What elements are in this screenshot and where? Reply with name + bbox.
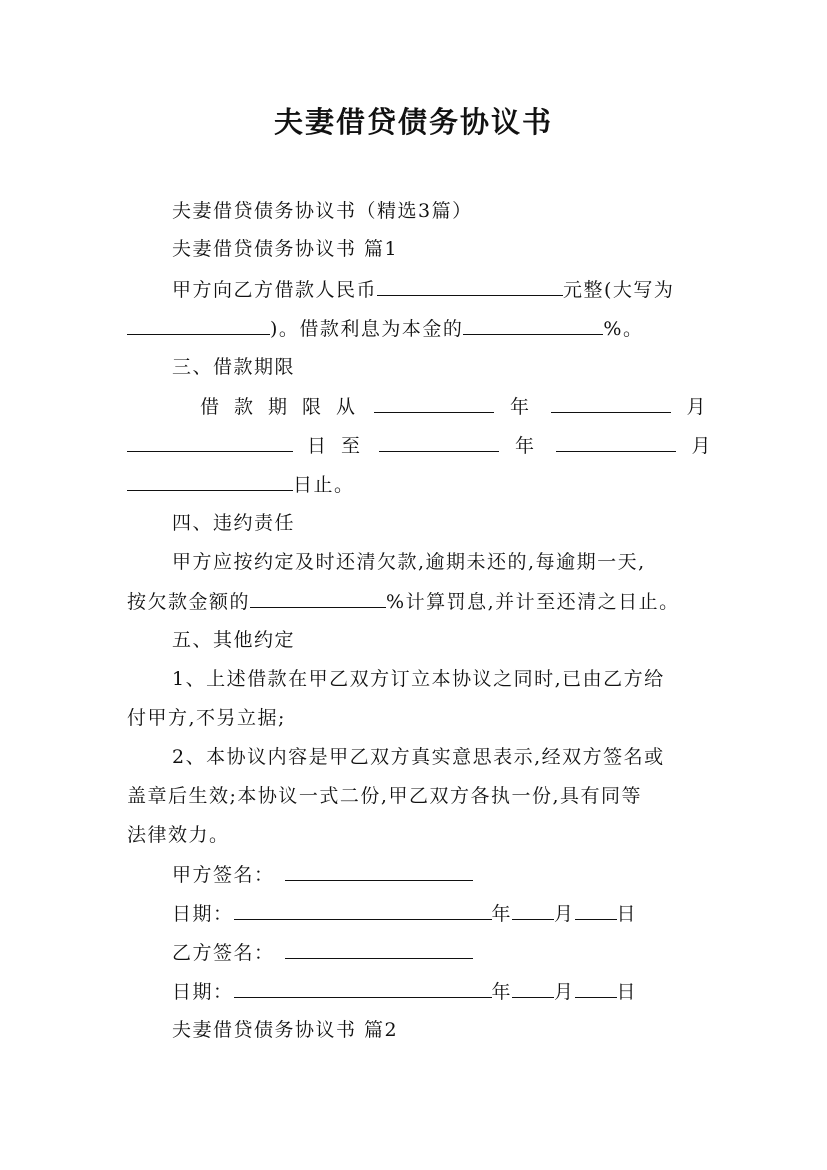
term-end-label: 日止。 — [293, 474, 355, 496]
party-a-date-line — [172, 901, 637, 926]
term-day-to-label: 日至 — [307, 435, 376, 457]
party-b-sign-line — [172, 940, 473, 965]
term-end-year-blank — [379, 433, 499, 452]
party-a-day-label: 日 — [616, 903, 638, 925]
part1-heading: 夫妻借贷债务协议书 篇1 — [172, 238, 399, 260]
party-a-signature-blank — [285, 862, 473, 881]
party-b-month-blank — [512, 979, 554, 998]
term-from-line — [200, 394, 707, 419]
penalty-rate-blank — [250, 589, 386, 608]
amount-in-words-blank — [127, 316, 270, 335]
breach-text-a: 按欠款金额的 — [127, 591, 251, 613]
term-start-year-blank — [374, 394, 494, 413]
party-a-date-label: 日期： — [172, 903, 234, 925]
clause2-line-2: 盖章后生效;本协议一式二份,甲乙双方各执一份,具有同等 — [127, 785, 642, 807]
loan-text-b: 元整(大写为 — [563, 279, 675, 301]
term-end-day-blank — [127, 472, 293, 491]
term-year-label-2: 年 — [515, 435, 536, 457]
loan-text-d: %。 — [603, 318, 644, 340]
section5-heading: 五、其他约定 — [172, 629, 296, 651]
term-start-month-blank — [551, 394, 671, 413]
term-from-label: 借款期限从 — [200, 396, 371, 418]
breach-line-2 — [127, 589, 680, 614]
party-a-sign-line — [172, 862, 473, 887]
party-a-year-label: 年 — [491, 903, 513, 925]
party-b-year-label: 年 — [491, 981, 513, 1003]
party-b-date-label: 日期： — [172, 981, 234, 1003]
party-b-signature-blank — [285, 940, 473, 959]
document-title: 夫妻借贷债务协议书 — [273, 105, 553, 139]
term-month-label: 月 — [686, 396, 708, 418]
breach-line-1: 甲方应按约定及时还清欠款,逾期未还的,每逾期一天, — [172, 551, 646, 573]
section3-heading: 三、借款期限 — [172, 356, 296, 378]
term-start-day-blank — [127, 433, 293, 452]
loan-interest-line — [127, 316, 643, 341]
party-b-date-line — [172, 979, 637, 1004]
loan-amount-blank — [377, 277, 563, 296]
breach-text-b: %计算罚息,并计至还清之日止。 — [386, 591, 680, 613]
party-a-sign-label: 甲方签名： — [172, 864, 275, 886]
party-a-month-label: 月 — [554, 903, 575, 925]
loan-text-a: 甲方向乙方借款人民币 — [172, 279, 378, 301]
loan-text-c: )。借款利息为本金的 — [270, 318, 464, 340]
term-month-label-2: 月 — [691, 435, 713, 457]
clause1-line-1: 1、上述借款在甲乙双方订立本协议之同时,已由乙方给 — [172, 668, 665, 690]
document-subtitle: 夫妻借贷债务协议书（精选3篇） — [172, 200, 473, 222]
part2-heading: 夫妻借贷债务协议书 篇2 — [172, 1019, 399, 1041]
party-b-day-blank — [575, 979, 617, 998]
party-a-year-blank — [234, 901, 492, 920]
term-end-line — [127, 472, 355, 497]
party-b-sign-label: 乙方签名： — [172, 942, 275, 964]
party-b-month-label: 月 — [554, 981, 575, 1003]
clause1-line-2: 付甲方,不另立据; — [127, 707, 286, 729]
loan-amount-line — [172, 277, 674, 302]
clause2-line-1: 2、本协议内容是甲乙双方真实意思表示,经双方签名或 — [172, 746, 665, 768]
term-year-label: 年 — [510, 396, 531, 418]
interest-rate-blank — [463, 316, 603, 335]
term-end-month-blank — [556, 433, 676, 452]
clause2-line-3: 法律效力。 — [127, 824, 230, 846]
term-to-line — [127, 433, 712, 458]
party-b-day-label: 日 — [616, 981, 638, 1003]
party-a-month-blank — [512, 901, 554, 920]
section4-heading: 四、违约责任 — [172, 512, 296, 534]
party-b-year-blank — [234, 979, 492, 998]
party-a-day-blank — [575, 901, 617, 920]
